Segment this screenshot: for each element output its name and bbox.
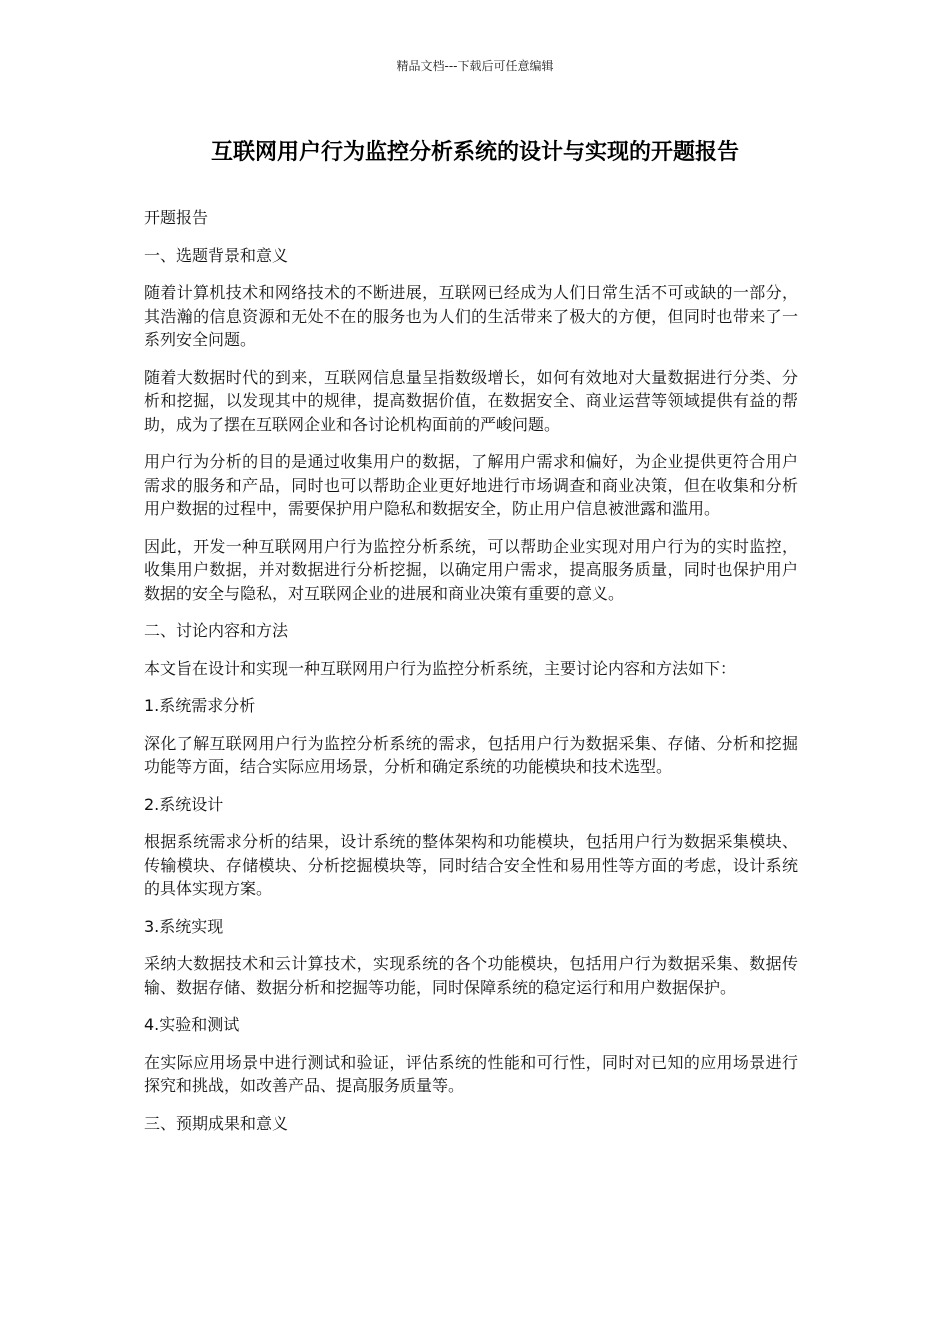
body-paragraph: 本文旨在设计和实现一种互联网用户行为监控分析系统，主要讨论内容和方法如下：: [144, 658, 737, 678]
body-paragraph: 随着大数据时代的到来，互联网信息量呈指数级增长，如何有效地对大量数据进行分类、分析和挖掘，以发现其中的规律，提高数据价值，在数据安全、商业运营等领域提供有益的帮助，成为了摆在互联网企业和各讨论机构面前的严峻问题。: [144, 367, 798, 434]
heading-report: 开题报告: [144, 208, 209, 227]
section-heading-2: 二、讨论内容和方法: [144, 621, 289, 640]
body-paragraph: 用户行为分析的目的是通过收集用户的数据，了解用户需求和偏好，为企业提供更符合用户需求的服务和产品，同时也可以帮助企业更好地进行市场调查和商业决策，但在收集和分析用户数据的过程中，需要保护用户隐私和数据安全，防止用户信息被泄露和滥用。: [144, 452, 798, 518]
body-paragraph: 深化了解互联网用户行为监控分析系统的需求，包括用户行为数据采集、存储、分析和挖掘功能等方面，结合实际应用场景，分析和确定系统的功能模块和技术选型。: [144, 733, 798, 776]
section-heading-3: 三、预期成果和意义: [144, 1113, 289, 1133]
header-note: 精品文档---下载后可任意编辑: [396, 59, 554, 73]
body-paragraph: 在实际应用场景中进行测试和验证，评估系统的性能和可行性，同时对已知的应用场景进行探究和挑战，如改善产品、提高服务质量等。: [144, 1052, 798, 1095]
body-paragraph: 采纳大数据技术和云计算技术，实现系统的各个功能模块，包括用户行为数据采集、数据传输、数据存储、数据分析和挖掘等功能，同时保障系统的稳定运行和用户数据保护。: [144, 954, 798, 997]
body-paragraph: 因此，开发一种互联网用户行为监控分析系统，可以帮助企业实现对用户行为的实时监控，收集用户数据，并对数据进行分析挖掘，以确定用户需求，提高服务质量，同时也保护用户数据的安全与隐私，对互联网企业的进展和商业决策有重要的意义。: [144, 536, 798, 603]
body-paragraph: 随着计算机技术和网络技术的不断进展，互联网已经成为人们日常生活不可或缺的一部分，其浩瀚的信息资源和无处不在的服务也为人们的生活带来了极大的方便，但同时也带来了一系列安全问题。: [144, 283, 798, 349]
subheading-3: 3.系统实现: [144, 916, 224, 936]
subheading-2: 2.系统设计: [144, 794, 224, 814]
document-title: 互联网用户行为监控分析系统的设计与实现的开题报告: [210, 140, 739, 165]
body-paragraph: 根据系统需求分析的结果，设计系统的整体架构和功能模块，包括用户行为数据采集模块、传输模块、存储模块、分析挖掘模块等，同时结合安全性和易用性等方面的考虑，设计系统的具体实现方案。: [144, 832, 798, 898]
document-body: [144, 206, 798, 1149]
subheading-1: 1.系统需求分析: [144, 696, 256, 715]
section-heading-1: 一、选题背景和意义: [144, 245, 289, 265]
subheading-4: 4.实验和测试: [144, 1015, 240, 1034]
